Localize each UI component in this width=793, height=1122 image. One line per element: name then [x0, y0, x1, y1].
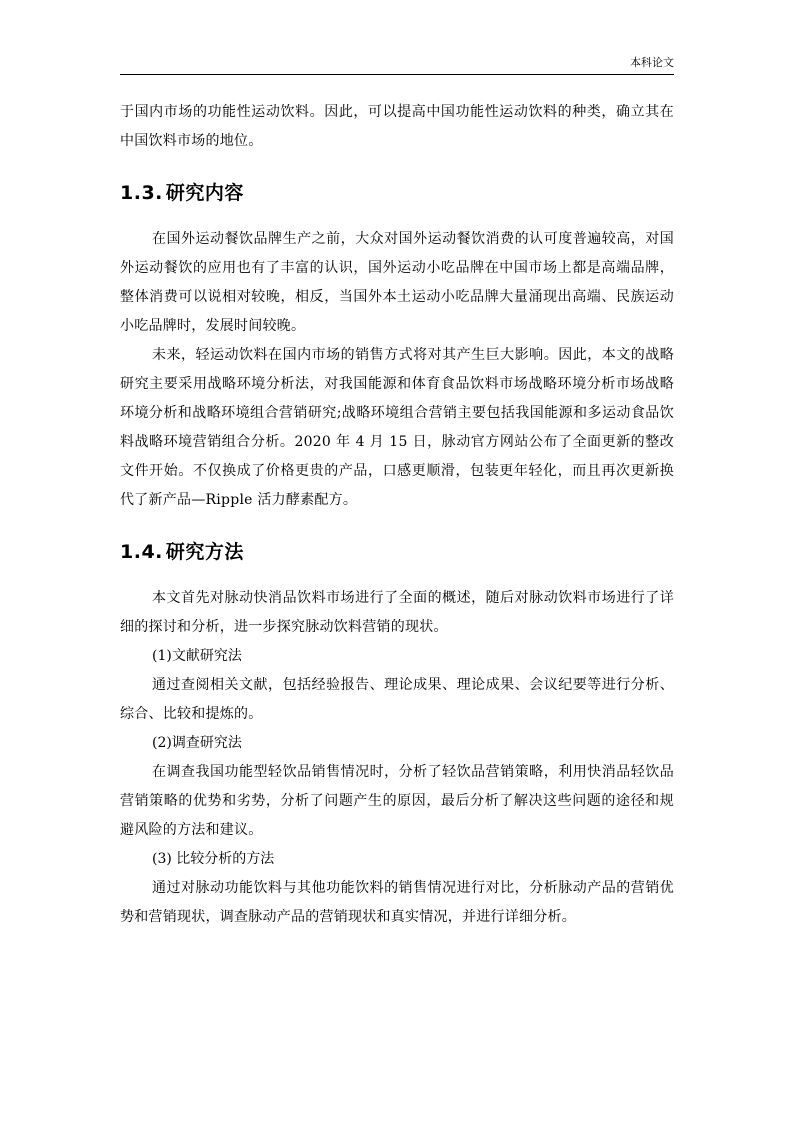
method-text: 通过对脉动功能饮料与其他功能饮料的销售情况进行对比，分析脉动产品的营销优势和营销现状，调查脉动产品的营销现状和真实情况，并进行详细分析。: [120, 880, 674, 925]
method-label: (3) 比较分析的方法: [152, 851, 275, 867]
paragraph: 在国外运动餐饮品牌生产之前，大众对国外运动餐饮消费的认可度普遍较高，对国外运动餐饮的应用也有了丰富的认识，国外运动小吃品牌在中国市场上都是高端品牌，整体消费可以说相对较晚，相反，当国外本土运动小吃品牌大量涌现出高端、民族运动小吃品牌时，发展时间较晚。: [120, 231, 674, 334]
section-title: 研究方法: [165, 541, 244, 563]
section-heading-1-4: [120, 540, 674, 564]
header-label: 本科论文: [630, 56, 674, 69]
paragraph: 未来，轻运动饮料在国内市场的销售方式将对其产生巨大影响。因此，本文的战略研究主要采用战略环境分析法，对我国能源和体育食品饮料市场战略环境分析市场战略环境分析和战略环境组合营销研究;战略环境组合营销主要包括我国能源和多运动食品饮料战略环境营销组合分析。2020 年 4 月 15 日，脉动官方网站公布了全面更新的整改文件开始。不仅换成了价格更贵的产品，口感更顺滑，包装更年轻化，而且再次更新换代了新产品—Ripple 活力酵素配方。: [120, 347, 674, 508]
method-text: 在调查我国功能型轻饮品销售情况时，分析了轻饮品营销策略，利用快消品轻饮品营销策略的优势和劣势，分析了问题产生的原因，最后分析了解决这些问题的途径和规避风险的方法和建议。: [120, 764, 674, 838]
section-number: 1.4.: [120, 541, 163, 563]
section-title: 研究内容: [165, 182, 244, 204]
method-label: (1)文献研究法: [152, 648, 242, 664]
intro-paragraph: 于国内市场的功能性运动饮料。因此，可以提高中国功能性运动饮料的种类，确立其在中国饮料市场的地位。: [120, 104, 674, 149]
section-heading-1-3: [120, 181, 674, 205]
paragraph: 本文首先对脉动快消品饮料市场进行了全面的概述，随后对脉动饮料市场进行了详细的探讨和分析，进一步探究脉动饮料营销的现状。: [120, 590, 674, 635]
page-header: [120, 54, 674, 75]
section-number: 1.3.: [120, 182, 163, 204]
method-label: (2)调查研究法: [152, 735, 242, 751]
method-text: 通过查阅相关文献，包括经验报告、理论成果、理论成果、会议纪要等进行分析、综合、比较和提炼的。: [120, 677, 674, 722]
document-body: [120, 98, 674, 932]
